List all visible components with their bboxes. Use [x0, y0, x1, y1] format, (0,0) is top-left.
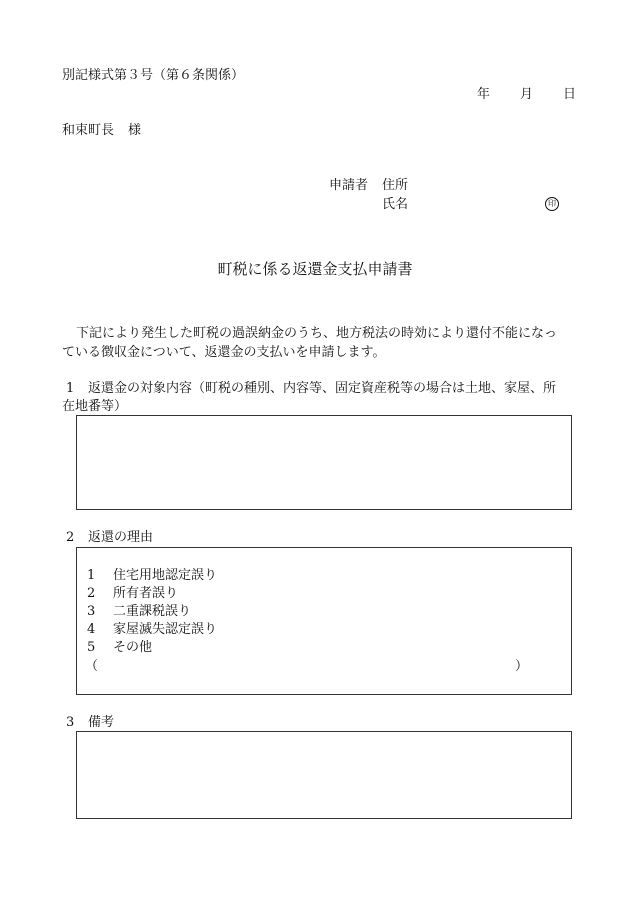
date-line [477, 88, 576, 101]
addressee-name: 和束町長 [62, 123, 115, 138]
reason-option-number: 1 [87, 568, 96, 583]
section-1-title-line2: 在地番等） [62, 399, 128, 414]
reason-option-number: 3 [87, 604, 96, 619]
reason-option-number: 2 [87, 586, 96, 601]
section-1-number: 1 [66, 381, 75, 396]
section-3-title: 備考 [88, 715, 115, 730]
reason-option-1[interactable] [87, 569, 217, 582]
document-title: 町税に係る返還金支払申請書 [217, 260, 413, 278]
reason-option-number: 4 [87, 622, 96, 637]
addressee [62, 124, 141, 137]
date-month-label: 月 [520, 87, 534, 102]
reason-option-3[interactable] [87, 605, 191, 618]
date-day-label: 日 [563, 87, 577, 102]
other-paren-open: （ [85, 659, 99, 674]
reason-option-5[interactable] [87, 641, 152, 654]
seal-glyph: 印 [545, 197, 559, 211]
applicant-name-label: 氏名 [382, 197, 409, 212]
body-line-1: 下記により発生した町税の過誤納金のうち、地方税法の時効により還付不能になっ [76, 326, 558, 341]
section-2-title: 返還の理由 [88, 530, 154, 545]
reason-option-label: 二重課税誤り [113, 604, 192, 619]
section-1-input-box[interactable] [76, 415, 572, 510]
date-year-label: 年 [477, 87, 491, 102]
section-3-number: 3 [66, 715, 75, 730]
reason-option-label: 住宅用地認定誤り [113, 568, 218, 583]
seal-mark [545, 197, 559, 211]
section-2-reasons-box [76, 547, 572, 695]
reason-option-label: その他 [113, 640, 153, 655]
addressee-suffix: 様 [128, 123, 142, 138]
reason-option-4[interactable] [87, 623, 217, 636]
applicant-label: 申請者 [329, 178, 369, 193]
other-paren-close: ） [515, 659, 529, 674]
reason-option-number: 5 [87, 640, 96, 655]
reason-option-2[interactable] [87, 587, 178, 600]
form-id: 別記様式第３号（第６条関係） [62, 68, 245, 83]
body-line-2: ている徴収金について、返還金の支払いを申請します。 [62, 345, 386, 360]
reason-option-label: 家屋滅失認定誤り [113, 622, 218, 637]
section-1-title-line1: 返還金の対象内容（町税の種別、内容等、固定資産税等の場合は土地、家屋、所 [88, 381, 557, 396]
applicant-address-label: 住所 [382, 178, 409, 193]
reason-option-label: 所有者誤り [113, 586, 179, 601]
section-3-remarks-box[interactable] [76, 731, 572, 819]
other-reason-field[interactable] [103, 658, 503, 674]
section-2-number: 2 [66, 530, 75, 545]
